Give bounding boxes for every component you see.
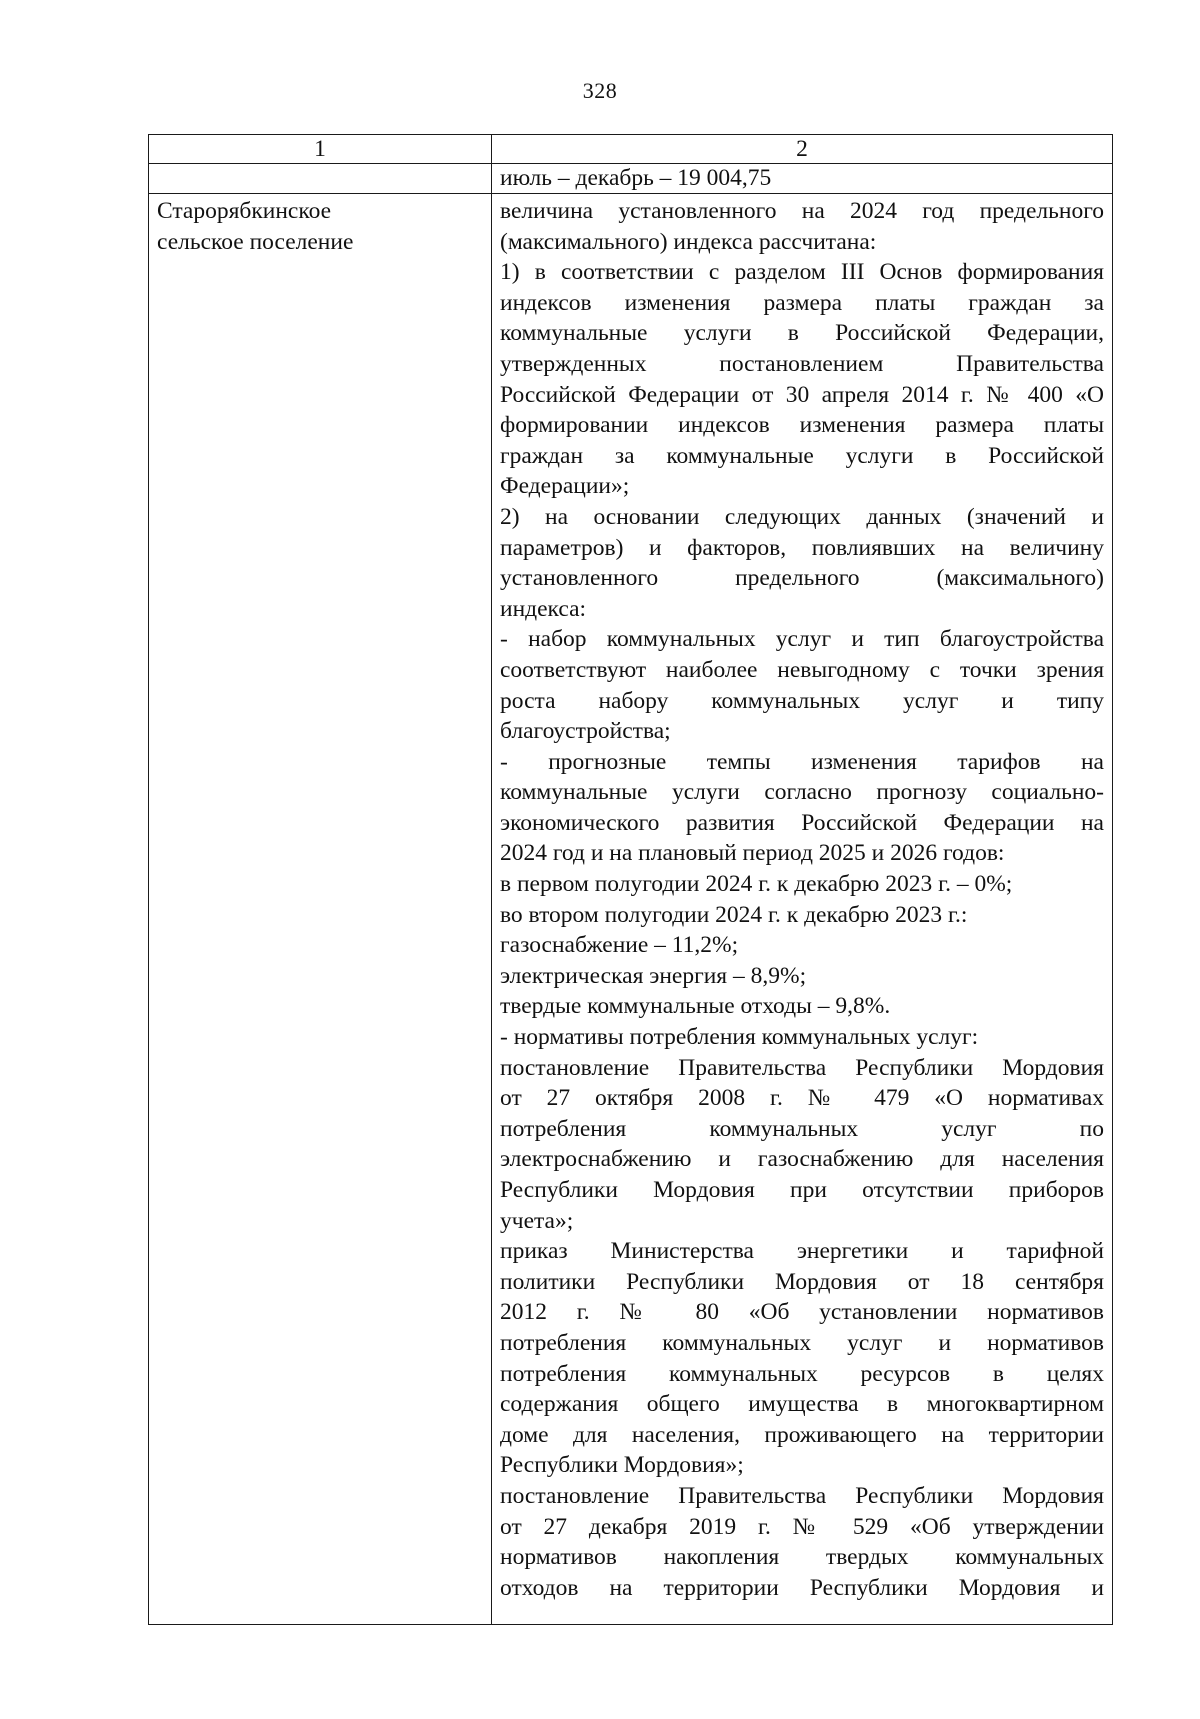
text-line: коммунальные услуги согласно прогнозу социально- [500, 779, 1104, 806]
page-number: 328 [582, 78, 618, 103]
text-line: Республики Мордовия при отсутствии приборов [500, 1177, 1104, 1203]
text-line: параметров) и факторов, повлиявших на величину [500, 534, 1104, 561]
text-line: содержания общего имущества в многоквартирном [500, 1391, 1104, 1418]
text-line: потребления коммунальных ресурсов в целях [500, 1360, 1104, 1387]
text-line: постановление Правительства Республики Мордовия [500, 1054, 1104, 1081]
header-col-1: 1 [149, 135, 492, 164]
settlement-name-line: Старорябкинское [157, 198, 332, 224]
text-line: газоснабжение – 11,2%; [500, 932, 739, 959]
table-row [149, 194, 1113, 1625]
text-line: постановление Правительства Республики Мордовия [500, 1482, 1104, 1509]
text-line: электрическая энергия – 8,9%; [500, 962, 807, 989]
text-line: политики Республики Мордовия от 18 сентября [500, 1268, 1104, 1295]
text-line: от 27 декабря 2019 г. № 529 «Об утверждении [500, 1513, 1104, 1540]
text-line: экономического развития Российской Федерации на [500, 809, 1104, 836]
settlement-name-cell [149, 194, 492, 1625]
text-line: - набор коммунальных услуг и тип благоустройства [500, 626, 1104, 653]
text-line: соответствуют наиболее невыгодному с точки зрения [500, 656, 1104, 683]
text-line: 2012 г. № 80 «Об установлении нормативов [500, 1299, 1104, 1326]
text-line: роста набору коммунальных услуг и типу [500, 687, 1104, 714]
text-line: твердые коммунальные отходы – 9,8%. [500, 993, 891, 1020]
text-line: 2) на основании следующих данных (значений и [500, 503, 1104, 530]
text-line: формировании индексов изменения размера платы [500, 412, 1104, 439]
text-line: от 27 октября 2008 г. № 479 «О нормативах [500, 1085, 1104, 1112]
text-line: индексов изменения размера платы граждан за [500, 289, 1104, 316]
continuation-col-2: июль – декабрь – 19 004,75 [492, 164, 1113, 194]
table-header-row [149, 135, 1113, 164]
text-line: коммунальные услуги в Российской Федерации, [500, 320, 1104, 347]
text-line: нормативов накопления твердых коммунальных [500, 1544, 1104, 1571]
text-line: утвержденных постановлением Правительства [500, 350, 1104, 377]
text-line: во втором полугодии 2024 г. к декабрю 2023 г.: [500, 901, 968, 928]
text-line: в первом полугодии 2024 г. к декабрю 2023 г. – 0%; [500, 871, 1013, 898]
text-line: индекса: [500, 595, 587, 622]
settlement-name-line: сельское поселение [157, 228, 354, 255]
text-line: - прогнозные темпы изменения тарифов на [500, 748, 1104, 775]
text-line: Федерации»; [500, 473, 630, 500]
text-line: потребления коммунальных услуг и нормативов [500, 1329, 1104, 1356]
settlement-name [157, 196, 483, 257]
text-line: приказ Министерства энергетики и тарифной [500, 1238, 1104, 1265]
index-description-cell [492, 194, 1113, 1625]
continuation-col-1 [149, 164, 492, 194]
index-description-text [500, 196, 1104, 1603]
tariff-index-table [148, 134, 1113, 1625]
text-line: 1) в соответствии с разделом III Основ формирования [500, 259, 1104, 286]
text-line: учета»; [500, 1207, 574, 1234]
text-line: благоустройства; [500, 718, 671, 745]
text-line: 2024 год и на плановый период 2025 и 2026 годов: [500, 840, 1005, 867]
text-line: - нормативы потребления коммунальных услуг: [500, 1024, 979, 1051]
text-line: Республики Мордовия»; [500, 1452, 744, 1479]
text-line: величина установленного на 2024 год предельного [500, 198, 1104, 224]
text-line: потребления коммунальных услуг по [500, 1115, 1104, 1142]
header-col-2: 2 [492, 135, 1113, 164]
text-line: электроснабжению и газоснабжению для населения [500, 1146, 1104, 1173]
text-line: Российской Федерации от 30 апреля 2014 г. № 400 «О [500, 381, 1104, 408]
text-line: (максимального) индекса рассчитана: [500, 228, 877, 255]
table-row [149, 164, 1113, 194]
text-line: доме для населения, проживающего на территории [500, 1421, 1104, 1448]
text-line: граждан за коммунальные услуги в Российской [500, 442, 1104, 469]
text-line: отходов на территории Республики Мордовия и [500, 1574, 1104, 1601]
text-line: установленного предельного (максимального) [500, 565, 1104, 592]
